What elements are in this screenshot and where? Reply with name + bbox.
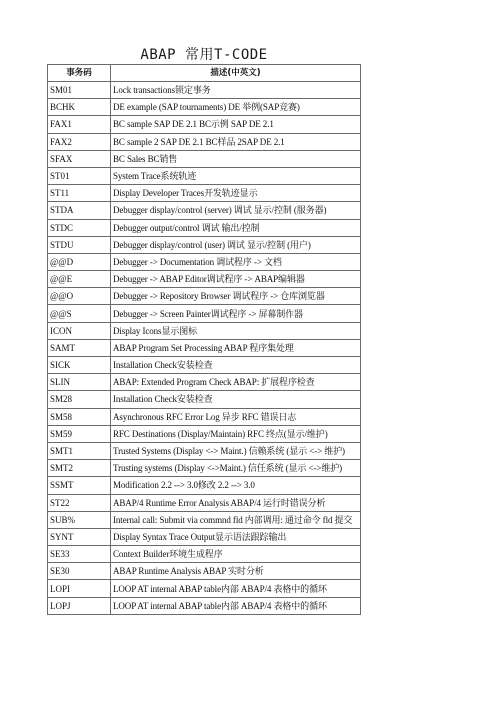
table-row [48,357,361,374]
tcode-cell: SE30 [48,563,111,580]
table-row [48,271,361,288]
description-cell: Debugger -> Documentation 调试程序 -> 文档 [111,253,361,270]
table-row [48,116,361,133]
table-row [48,150,361,167]
description-cell: Trusted Systems (Display <-> Maint.) 信赖系统 (显示 <-> 维护) [111,442,361,459]
description-cell: Debugger output/control 调试 输出/控制 [111,219,361,236]
tcode-cell: FAX1 [48,116,111,133]
tcode-cell: @@D [48,253,111,270]
tcode-cell: STDC [48,219,111,236]
table-row [48,425,361,442]
description-cell: Asynchronous RFC Error Log 异步 RFC 错误日志 [111,408,361,425]
tcode-cell: SE33 [48,546,111,563]
page-title: ABAP 常用T-CODE [140,47,268,63]
description-cell: Lock transactions锁定事务 [111,82,361,99]
description-cell: Installation Check安装检查 [111,357,361,374]
description-cell: Installation Check安装检查 [111,391,361,408]
table-row [48,408,361,425]
tcode-cell: ST11 [48,185,111,202]
tcode-cell: ST22 [48,494,111,511]
tcode-cell: LOPI [48,580,111,597]
tcode-cell: SM28 [48,391,111,408]
tcode-cell: SYNT [48,528,111,545]
table-row [48,322,361,339]
tcode-cell: STDA [48,202,111,219]
description-cell: DE example (SAP tournaments) DE 举例(SAP竞赛) [111,99,361,116]
description-cell: RFC Destinations (Display/Maintain) RFC 终点(显示/维护) [111,425,361,442]
tcode-cell: @@E [48,271,111,288]
tcode-cell: SLIN [48,374,111,391]
description-cell: BC sample 2 SAP DE 2.1 BC样品 2SAP DE 2.1 [111,133,361,150]
tcode-cell: SICK [48,357,111,374]
table-row [48,288,361,305]
table-row [48,580,361,597]
tcode-cell: ST01 [48,167,111,184]
table-row [48,185,361,202]
tcode-cell: BCHK [48,99,111,116]
table-row [48,511,361,528]
description-cell: BC Sales BC销售 [111,150,361,167]
description-cell: Internal call: Submit via commnd fld 内部调用: 通过命令 fld 提交 [111,511,361,528]
description-cell: Debugger -> Screen Painter调试程序 -> 屏幕制作器 [111,305,361,322]
table-row [48,99,361,116]
description-cell: System Trace系统轨迹 [111,167,361,184]
tcode-cell: SFAX [48,150,111,167]
table-row [48,339,361,356]
description-cell: Debugger display/control (server) 调试 显示/控制 (服务器) [111,202,361,219]
column-header-description: 描述(中英文) [111,65,361,82]
tcode-cell: SMT2 [48,460,111,477]
table-row [48,460,361,477]
tcode-cell: SM59 [48,425,111,442]
table-row [48,253,361,270]
description-cell: Modification 2.2 --> 3.0修改 2.2 --> 3.0 [111,477,361,494]
table-row [48,82,361,99]
table-row [48,305,361,322]
tcode-cell: SMT1 [48,442,111,459]
tcode-cell: FAX2 [48,133,111,150]
table-row [48,391,361,408]
description-cell: BC sample SAP DE 2.1 BC示例 SAP DE 2.1 [111,116,361,133]
description-cell: ABAP: Extended Program Check ABAP: 扩展程序检查 [111,374,361,391]
description-cell: LOOP AT internal ABAP table内部 ABAP/4 表格中的循环 [111,580,361,597]
table-row [48,167,361,184]
tcode-cell: STDU [48,236,111,253]
description-cell: ABAP Program Set Processing ABAP 程序集处理 [111,339,361,356]
table-header-row [48,65,361,82]
table-row [48,563,361,580]
tcode-cell: @@S [48,305,111,322]
table-row [48,442,361,459]
table-row [48,374,361,391]
description-cell: Context Builder环境生成程序 [111,546,361,563]
description-cell: Trusting systems (Display <->Maint.) 信任系统 (显示 <->维护) [111,460,361,477]
table-row [48,546,361,563]
column-header-code: 事务码 [48,65,111,82]
tcode-cell: SM58 [48,408,111,425]
tcode-cell: LOPJ [48,597,111,614]
description-cell: Debugger display/control (user) 调试 显示/控制 (用户) [111,236,361,253]
table-row [48,236,361,253]
tcode-cell: @@O [48,288,111,305]
tcode-cell: SUB% [48,511,111,528]
tcode-cell: ICON [48,322,111,339]
description-cell: Display Icons显示图标 [111,322,361,339]
table-row [48,133,361,150]
description-cell: Display Developer Traces开发轨迹显示 [111,185,361,202]
description-cell: LOOP AT internal ABAP table内部 ABAP/4 表格中的循环 [111,597,361,614]
description-cell: Display Syntax Trace Output显示语法跟踪输出 [111,528,361,545]
table-row [48,202,361,219]
description-cell: Debugger -> ABAP Editor调试程序 -> ABAP编辑器 [111,271,361,288]
table-body [48,82,361,615]
table-row [48,494,361,511]
description-cell: ABAP Runtime Analysis ABAP 实时分析 [111,563,361,580]
tcode-cell: SSMT [48,477,111,494]
table-row [48,477,361,494]
table-row [48,219,361,236]
description-cell: Debugger -> Repository Browser 调试程序 -> 仓库浏览器 [111,288,361,305]
tcode-cell: SAMT [48,339,111,356]
table-row [48,597,361,614]
table-row [48,528,361,545]
tcode-cell: SM01 [48,82,111,99]
tcode-table [47,64,361,615]
description-cell: ABAP/4 Runtime Error Analysis ABAP/4 运行时错误分析 [111,494,361,511]
